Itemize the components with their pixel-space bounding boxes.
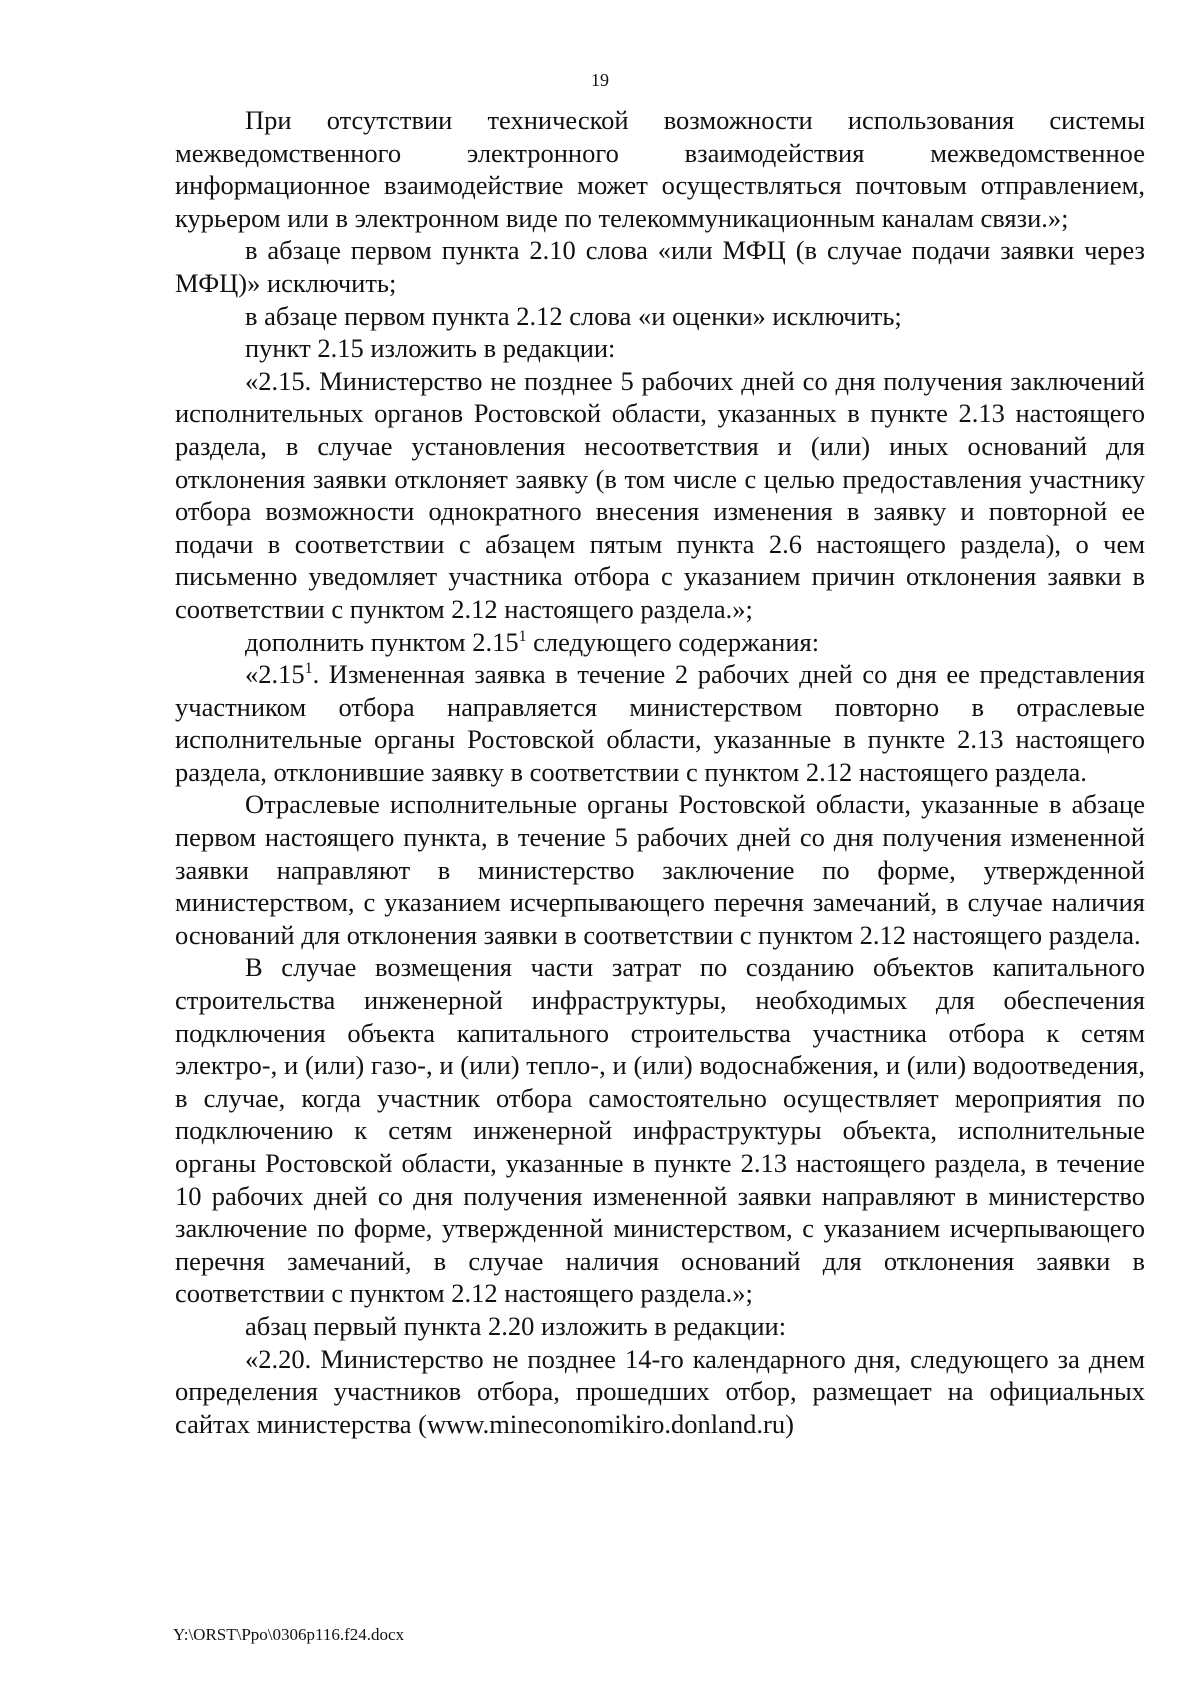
text-fragment: следующего содержания: [526,626,820,657]
paragraph-item-2-15-intro: пункт 2.15 изложить в редакции: [245,333,616,364]
paragraph-item-2-15-1-intro [175,626,1145,659]
paragraph-interagency-interaction: При отсутствии технической возможности использования системы межведомственного электронного взаимодействия межведомственное информационное взаимодействие может осуществляться почтовым отправлением, курьером или в электронном виде по телекоммуникационным каналам связи.»; [175,105,1145,233]
paragraph-item-2-12-amendment: в абзаце первом пункта 2.12 слова «и оценки» исключить; [245,300,902,331]
text-fragment: дополнить пунктом 2.15 [245,626,519,657]
superscript-index: 1 [518,627,527,645]
text-fragment: . Измененная заявка в течение 2 рабочих дней со дня ее представления участником отбора направляется министерством повторно в отраслевые исполнительные органы Ростовской области, указанные в пункте 2.13 настоящего раздела, отклонившие заявку в соответствии с пунктом 2.12 настоящего раздела. [175,659,1145,787]
paragraph-infrastructure-cost-compensation: В случае возмещения части затрат по созданию объектов капитального строительства инженерной инфраструктуры, необходимых для обеспечения подключения объекта капитального строительства участника отбора к сетям электро-, и (или) газо-, и (или) тепло-, и (или) водоснабжения, и (или) водоотведения, в случае, когда участник отбора самостоятельно осуществляет мероприятия по подключению к сетям инженерной инфраструктуры объекта, исполнительные органы Ростовской области, указанные в пункте 2.13 настоящего раздела, в течение 10 рабочих дней со дня получения измененной заявки направляют в министерство заключение по форме, утвержденной министерством, с указанием исчерпывающего перечня замечаний, в случае наличия оснований для отклонения заявки в соответствии с пунктом 2.12 настоящего раздела.»; [175,952,1145,1309]
paragraph-item-2-20-intro: абзац первый пункта 2.20 изложить в редакции: [245,1310,787,1341]
paragraph-item-2-15-text: «2.15. Министерство не позднее 5 рабочих дней со дня получения заключений исполнительных органов Ростовской области, указанных в пункте 2.13 настоящего раздела, в случае установления несоответствия и (или) иных оснований для отклонения заявки отклоняет заявку (в том числе с целью предоставления участнику отбора возможности однократного внесения изменения в заявку и повторной ее подачи в соответствии с абзацем пятым пункта 2.6 настоящего раздела), о чем письменно уведомляет участника отбора с указанием причин отклонения заявки в соответствии с пунктом 2.12 настоящего раздела.»; [175,365,1145,624]
text-fragment: «2.15 [245,659,305,690]
document-body [175,104,1145,1440]
paragraph-item-2-15-1-text [175,658,1145,788]
paragraph-item-2-20-text: «2.20. Министерство не позднее 14-го календарного дня, следующего за днем определения участников отбора, прошедших отбор, размещает на официальных сайтах министерства (www.mineconomikiro.donland.ru) [175,1343,1145,1439]
paragraph-item-2-10-amendment: в абзаце первом пункта 2.10 слова «или МФЦ (в случае подачи заявки через МФЦ)» исключить; [175,235,1145,298]
paragraph-sectoral-bodies-conclusion: Отраслевые исполнительные органы Ростовской области, указанные в абзаце первом настоящего пункта, в течение 5 рабочих дней со дня получения измененной заявки направляют в министерство заключение по форме, утвержденной министерством, с указанием исчерпывающего перечня замечаний, в случае наличия оснований для отклонения заявки в соответствии с пунктом 2.12 настоящего раздела. [175,789,1145,950]
document-file-path: Y:\ORST\Ppo\0306p116.f24.docx [173,1625,405,1644]
superscript-index: 1 [304,660,313,678]
page-number: 19 [591,70,609,90]
